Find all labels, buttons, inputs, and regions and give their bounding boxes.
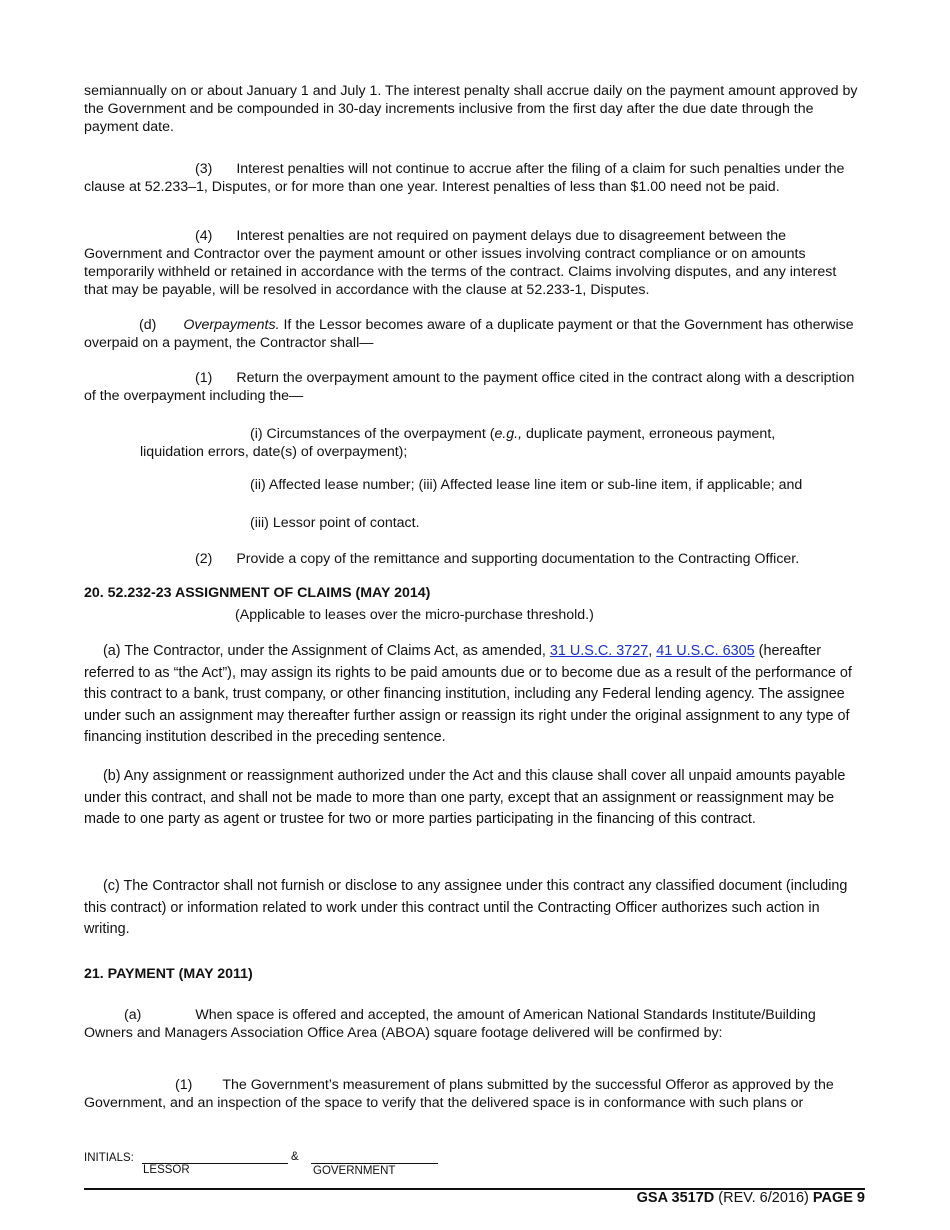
paragraph-d-text: If the Lessor becomes aware of a duplicate payment or that the Government has otherwise overpaid on a payment, the Contractor shall—: [84, 317, 854, 351]
section-21-paragraph-a-number: (a): [124, 1007, 142, 1023]
section-21-paragraph-1: [84, 1076, 860, 1112]
paragraph-d1: [84, 369, 860, 405]
section-21-paragraph-1-text: The Government’s measurement of plans submitted by the successful Offeror as approved by the Government, and an inspection of the space to verify that the delivered space is in conformance with such plans or: [84, 1077, 834, 1111]
government-label: GOVERNMENT: [313, 1165, 396, 1177]
section-20-paragraph-b: (b) Any assignment or reassignment authorized under the Act and this clause shall cover all unpaid amounts payable under this contract, and shall not be made to more than one party, except that an assignment or reassignment may be made to one party as agent or trustee for two or more parties participating in the financing of this contract.: [84, 768, 846, 827]
paragraph-d1-number: (1): [195, 370, 213, 386]
form-revision: (REV. 6/2016): [714, 1190, 813, 1206]
paragraph-i-eg: e.g.,: [494, 426, 523, 442]
initials-label: INITIALS:: [84, 1152, 134, 1164]
paragraph-d-number: (d): [139, 317, 157, 333]
paragraph-d2-text: Provide a copy of the remittance and supporting documentation to the Contracting Officer.: [236, 551, 800, 567]
paragraph-iii: (iii) Lessor point of contact.: [250, 515, 420, 531]
section-21-paragraph-a: [84, 1006, 860, 1042]
link-separator: ,: [648, 643, 657, 659]
paragraph-d2-number: (2): [195, 551, 213, 567]
section-20-applicable: (Applicable to leases over the micro-purchase threshold.): [235, 607, 594, 623]
section-21-heading: 21. PAYMENT (MAY 2011): [84, 966, 253, 982]
section-20-paragraph-a-lead: (a) The Contractor, under the Assignment of Claims Act, as amended,: [103, 643, 550, 659]
paragraph-d-overpayments: [84, 316, 860, 352]
form-number: GSA 3517D: [636, 1190, 715, 1206]
paragraph-d2: [84, 550, 860, 568]
lessor-label: LESSOR: [143, 1164, 190, 1176]
continuation-paragraph: semiannually on or about January 1 and July 1. The interest penalty shall accrue daily on the payment amount approved by the Government and be compounded in 30-day increments inclusive from the first day after the due date through the payment date.: [84, 83, 858, 135]
paragraph-i: [140, 425, 840, 461]
section-21-paragraph-1-number: (1): [175, 1077, 193, 1093]
paragraph-4-number: (4): [195, 228, 213, 244]
paragraph-d-title: Overpayments.: [183, 317, 280, 333]
form-footer: [637, 1190, 865, 1206]
usc-6305-link[interactable]: 41 U.S.C. 6305: [656, 643, 755, 659]
usc-3727-link[interactable]: 31 U.S.C. 3727: [549, 643, 649, 659]
paragraph-3-number: (3): [195, 161, 213, 177]
paragraph-3-text: Interest penalties will not continue to accrue after the filing of a claim for such penalties under the clause at 52.233–1, Disputes, or for more than one year. Interest penalties of less than $1.00 need not be paid.: [84, 161, 845, 195]
ampersand: &: [291, 1151, 299, 1163]
paragraph-ii: (ii) Affected lease number; (iii) Affected lease line item or sub-line item, if applicable; and: [250, 477, 803, 493]
section-21-paragraph-a-text: When space is offered and accepted, the amount of American National Standards Institute/Building Owners and Managers Association Office Area (ABOA) square footage delivered will be confirmed by:: [84, 1007, 816, 1041]
paragraph-d1-text: Return the overpayment amount to the payment office cited in the contract along with a description of the overpayment including the—: [84, 370, 855, 404]
page-number: PAGE 9: [812, 1190, 865, 1206]
paragraph-i-text-a: (i) Circumstances of the overpayment (: [250, 426, 495, 442]
paragraph-3: [84, 160, 860, 196]
paragraph-4: [84, 227, 860, 299]
section-20-heading: 20. 52.232-23 ASSIGNMENT OF CLAIMS (MAY 2014): [84, 585, 431, 601]
paragraph-4-text: Interest penalties are not required on payment delays due to disagreement between the Government and Contractor over the payment amount or other issues involving contract compliance or on amounts temporarily withheld or retained in accordance with the terms of the contract. Claims involving disputes, and any interest that may be payable, will be resolved in accordance with the clause at 52.233-1, Disputes.: [84, 228, 837, 298]
section-20-paragraph-a: [84, 641, 860, 749]
paragraph-i-text-b: duplicate payment, erroneous payment, liquidation errors, date(s) of overpayment);: [140, 426, 776, 460]
section-20-paragraph-c: (c) The Contractor shall not furnish or disclose to any assignee under this contract any classified document (including this contract) or information related to work under this contract until the Contracting Officer authorizes such action in writing.: [84, 878, 848, 937]
section-20-paragraph-a-rest: (hereafter referred to as “the Act”), may assign its rights to be paid amounts due or to become due as a result of the performance of this contract to a bank, trust company, or other financing institution, including any Federal lending agency. The assignee under such an assignment may thereafter further assign or reassign its right under the original assignment to any type of financing institution described in the preceding sentence.: [84, 643, 852, 745]
government-signature-line[interactable]: [311, 1163, 438, 1164]
